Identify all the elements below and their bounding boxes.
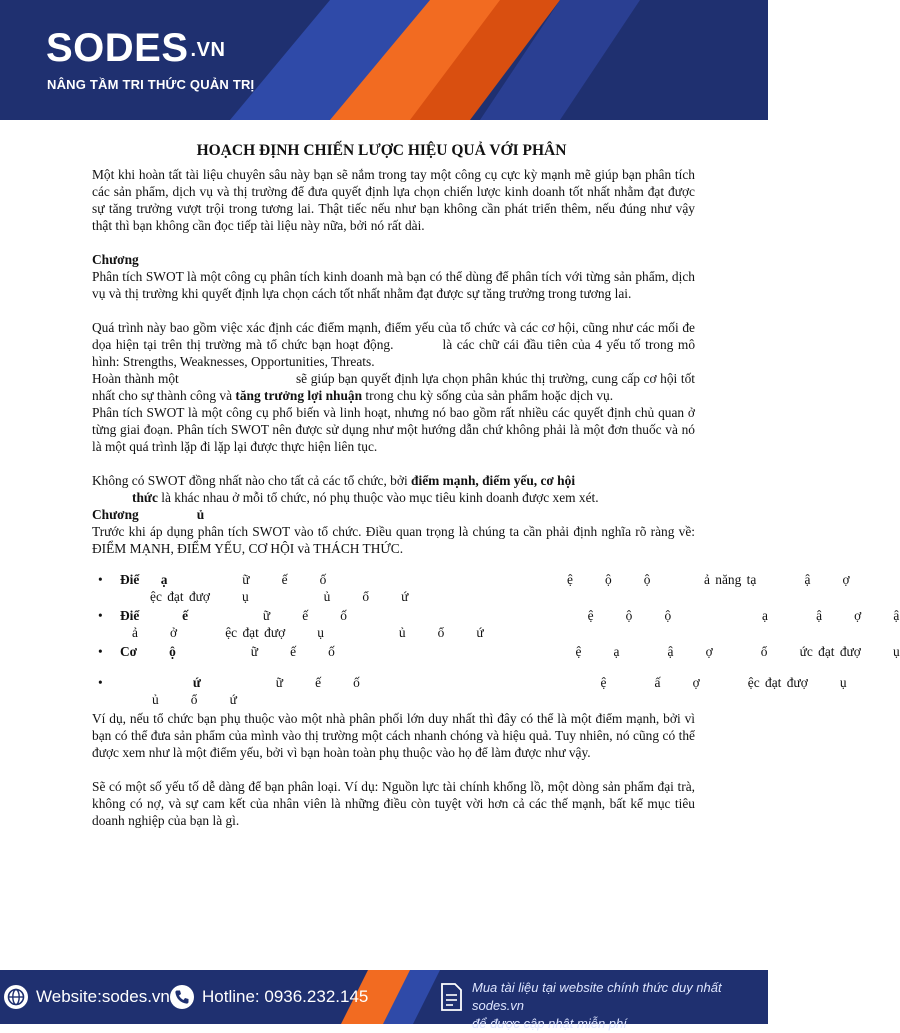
footer-website[interactable] [4,970,170,1024]
s1p5-text-b: là khác nhau ở mỗi tổ chức, nó phụ thuộc vào mục tiêu kinh doanh được xem xét. [161,490,599,505]
s1p5-text-a: Không có SWOT đồng nhất nào cho tất cả các tổ chức, bởi [92,473,408,488]
brand-tagline: NÂNG TẦM TRI THỨC QUẢN TRỊ [47,77,255,92]
document-title: HOẠCH ĐỊNH CHIẾN LƯỢC HIỆU QUẢ VỚI PHÂN [196,142,567,159]
section1-paragraph-5 [92,472,695,506]
brand-logo[interactable] [46,26,225,70]
footer-hotline[interactable] [170,970,368,1024]
brand-tld: .VN [190,39,226,61]
section2-heading-text: Chương [92,507,139,522]
s1p5-bold-2: thức [132,490,158,505]
s1p3-text-a: Hoàn thành một [92,371,179,386]
intro-paragraph: Một khi hoàn tất tài liệu chuyên sâu này bạn sẽ nắm trong tay một công cụ cực kỳ mạnh mẽ giúp bạn phân tích các sản phẩm, dịch vụ và thị trường để đưa quyết định lựa chọn chiến lược kinh doanh tốt nhất nhằm đạt được sự tăng trưởng vượt trội trong tương lai. Thật tiếc nếu như bạn không cần phát triển thêm, nếu đúng như vậy thật thì bạn không cần đọc tiếp tài liệu này nữa, bởi nó rất dài. [92,167,695,233]
bullet-icon: • [98,572,103,587]
footer-note-line-1: Mua tài liệu tại website chính thức duy nhất sodes.vn [472,980,722,1013]
bullet-bold: Điể ế [120,608,189,623]
s1p3-text-b: sẽ giúp bạn quyết định lựa chọn phân khúc thị trường, cung cấp cơ hội tốt nhất cho sự thành công và [92,371,695,403]
bullet-line-2: ủ ổ ứ [152,692,237,707]
bullet-line-2: ệc đạt đượ ụ ủ ổ ứ [150,589,409,604]
footer-bar [0,970,768,1031]
s1p3-bold: tăng trưởng lợi nhuận [235,388,363,403]
list-item [92,643,900,660]
section2-paragraph-3: Sẽ có một số yếu tố dễ dàng để bạn phân loại. Ví dụ: Nguồn lực tài chính khổng lồ, một dòng sản phẩm đại trà, không có nợ, và sự cam kết của nhân viên là những điều còn tuyệt vời hơn cả các thế mạnh, bất kể mục tiêu doanh nghiệp của bạn là gì. [92,779,695,828]
bullet-line-1: ữ ế ố ệ ộ ộ ả năng tạ ậ ợ [167,572,850,587]
s1p2-text-a: Quá trình này bao gồm việc xác định các điểm mạnh, điểm yếu của tổ chức và các cơ hội, cũng như các mối đe dọa hiện tại trên thị trường mà tổ chức bạn hoạt động. [92,320,695,352]
hotline-label: Hotline: 0936.232.145 [202,987,369,1006]
bullet-bold: Điể ạ [120,572,168,587]
section1-paragraph-3 [92,370,695,404]
website-label: Website:sodes.vn [36,987,170,1006]
bullet-bold: Cơ ộ [120,644,176,659]
s1p5-bold: điểm mạnh, điểm yếu, cơ hội [411,473,576,488]
s1p2-text-b: là các chữ cái đầu tiên của 4 yếu tố trong mô hình: Strengths, Weaknesses, Opportunities, Threats. [92,337,696,369]
bullet-line-2: ả ở ệc đạt đượ ụ ủ ổ ứ [132,625,484,640]
section1-paragraph-2 [92,319,695,370]
section1-paragraph-4: Phân tích SWOT là một công cụ phổ biến và linh hoạt, nhưng nó bao gồm rất nhiều các quyết định chủ quan ở từng giai đoạn. Phân tích SWOT nên được sử dụng như một hướng dẫn chứ không phải là một đơn thuốc và nó là một quá trình lặp đi lặp lại được thực hiện liên tục. [92,405,695,454]
footer-note-line-2: để được cập nhật miễn phí [472,1016,627,1031]
list-item [92,607,900,641]
brand-name: SODES [46,26,189,70]
bullet-line-1: ữ ế ố ệ ạ ậ ợ ổ ức đạt đượ ụ [175,644,900,659]
bullet-icon: • [98,608,103,623]
list-item [92,571,850,605]
section2-heading [92,506,695,523]
bullet-icon: • [98,644,103,659]
section1-paragraph-1: Phân tích SWOT là một công cụ phân tích kinh doanh mà bạn có thể dùng để phân tích với từng sản phẩm, dịch vụ và thị trường khi quyết định lựa chọn cách tốt nhất nhằm đạt được sự tăng trưởng trong tương lai. [92,269,695,301]
s1p3-text-c: trong chu kỳ sống của sản phẩm hoặc dịch vụ. [365,388,614,403]
document-body [92,140,900,829]
section2-heading-tail: ủ [196,507,205,522]
section2-paragraph-2: Ví dụ, nếu tổ chức bạn phụ thuộc vào một nhà phân phối lớn duy nhất thì đây có thể là một điểm mạnh, bởi vì bạn có thể đưa sản phẩm của mình vào thị trường một cách nhanh chóng và hiệu quả. Tuy nhiên, nó cũng có thể được xem như là một điểm yếu, bởi vì bạn hoàn toàn phụ thuộc vào họ để làm được như vậy. [92,711,695,760]
bullet-line-1: ữ ế ố ệ ộ ộ ạ ậ ợ ậ [188,608,900,623]
section1-heading: Chương [92,252,139,267]
header-banner [0,0,768,120]
bullet-bold: ứ [120,675,201,690]
swot-bullet-list [92,571,900,708]
section2-paragraph-1: Trước khi áp dụng phân tích SWOT vào tổ chức. Điều quan trọng là chúng ta cần phải định nghĩa rõ ràng về: ĐIỂM MẠNH, ĐIỂM YẾU, CƠ HỘI và THÁCH THỨC. [92,524,695,556]
footer-note [472,979,768,1033]
document-icon [440,983,462,1011]
bullet-icon: • [98,675,103,690]
list-item [92,674,847,708]
bullet-line-1: ữ ế ố ệ ấ ợ ệc đạt đượ ụ [200,675,847,690]
phone-icon [170,985,194,1009]
globe-icon [4,985,28,1009]
